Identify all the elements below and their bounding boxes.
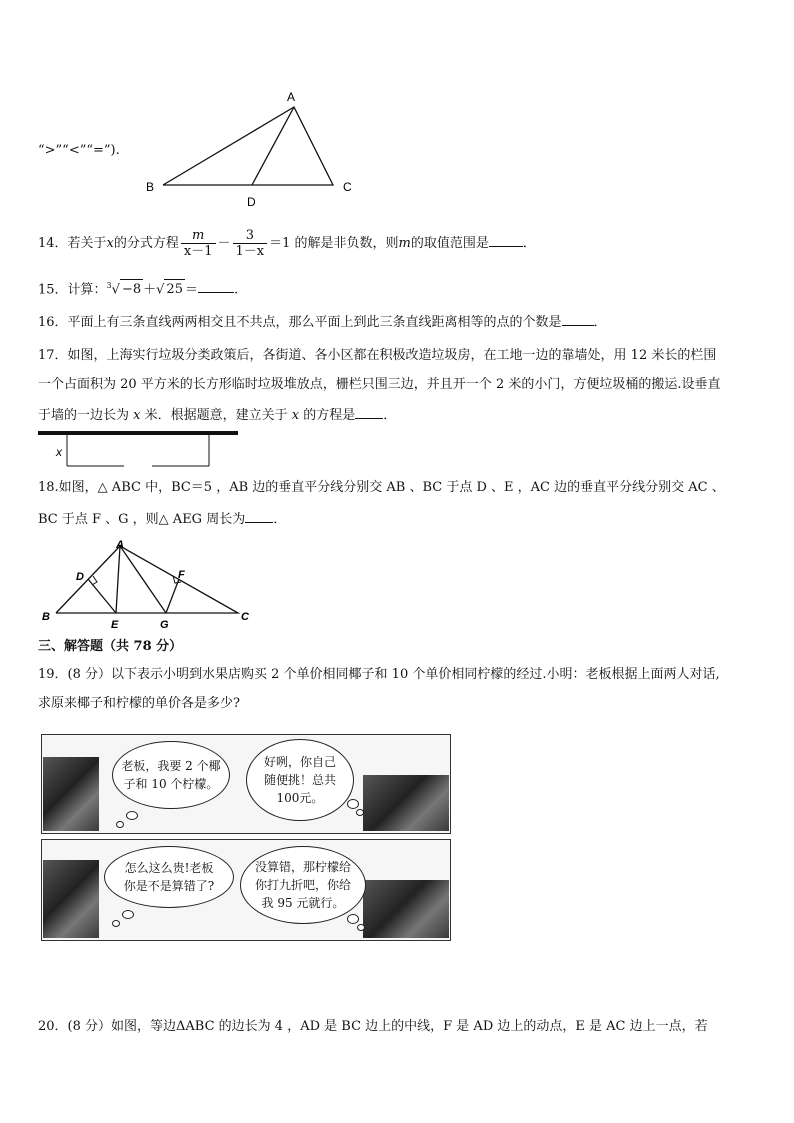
label-F: F — [178, 569, 185, 581]
label-G: G — [160, 619, 169, 628]
thought-dot — [122, 910, 134, 919]
answer-blank-17 — [355, 404, 383, 419]
label-A: A — [287, 90, 296, 104]
shopkeeper-photo — [363, 880, 449, 938]
question-19-line2: 求原来椰子和柠檬的单价各是多少? — [38, 696, 240, 711]
question-20: 20．(8 分）如图，等边ΔABC 的边长为 4 ，AD 是 BC 边上的中线，F 是 AD 边上的动点，E 是 AC 边上一点，若 — [38, 1019, 708, 1034]
question-15: 15．计算：$^3$√ −8 ＋√ 25 ＝ . — [38, 276, 238, 300]
section-title: 三、解答题（共 78 分） — [38, 639, 183, 654]
q18-triangle-figure — [38, 538, 258, 628]
girl-photo — [43, 860, 99, 938]
question-18-line1: 18.如图，△ ABC 中，BC＝5 ，AB 边的垂直平分线分别交 AB 、BC 于点 D 、E ，AC 边的垂直平分线分别交 AC 、 — [38, 480, 725, 495]
thought-dot — [356, 809, 364, 816]
q13-tail: “>”“<”“=”). — [38, 143, 120, 158]
fig-label-x: x — [56, 445, 62, 459]
label-A: A — [116, 539, 124, 551]
thought-dot — [347, 914, 359, 924]
label-E: E — [111, 619, 119, 628]
thought-dot — [112, 920, 120, 927]
question-19-line1: 19．(8 分）以下表示小明到水果店购买 2 个单价相同椰子和 10 个单价相同柠檬的经过.小明：老板根据上面两人对话, — [38, 667, 720, 682]
comic-panel-1 — [41, 734, 451, 834]
comic-panel-2 — [41, 839, 451, 941]
thought-dot — [357, 924, 365, 931]
answer-blank-16 — [562, 311, 594, 326]
label-C: C — [241, 611, 249, 623]
speech-bubble-1: 老板，我要 2 个椰 子和 10 个柠檬。 — [112, 741, 230, 809]
shopkeeper-photo — [363, 775, 449, 831]
thought-dot — [126, 811, 138, 820]
label-B: B — [42, 611, 50, 623]
label-D: D — [247, 195, 256, 209]
answer-blank-15 — [198, 278, 234, 293]
speech-bubble-2: 好咧，你自己 随便挑！总共 100元。 — [246, 739, 354, 821]
thought-dot — [116, 821, 124, 828]
label-B: B — [146, 180, 155, 194]
question-17-line2: 一个占面积为 20 平方米的长方形临时垃圾堆放点，栅栏只围三边，并且开一个 2 米的小门，方便垃圾桶的搬运.设垂直 — [38, 377, 721, 392]
q13-triangle-figure — [140, 86, 370, 211]
question-16: 16．平面上有三条直线两两相交且不共点，那么平面上到此三条直线距离相等的点的个数是 ． — [38, 311, 607, 333]
question-14: 14．若关于x的分式方程 $\frac{m}{x-1}$ － $\frac{3}{1-x}$ ＝1 的解是非负数，则m的取值范围是 ． — [38, 228, 536, 259]
q17-fence-figure — [36, 428, 246, 470]
label-D: D — [76, 571, 84, 583]
label-C: C — [343, 180, 352, 194]
question-17-line3: 于墙的一边长为 x 米．根据题意，建立关于 x 的方程是 ． — [38, 404, 396, 426]
thought-dot — [347, 799, 359, 809]
answer-blank-18 — [245, 508, 273, 523]
speech-bubble-3: 怎么这么贵!老板 你是不是算错了? — [104, 846, 234, 908]
answer-blank-14 — [489, 232, 523, 247]
question-17-line1: 17．如图，上海实行垃圾分类政策后，各街道、各小区都在积极改造垃圾房，在工地一边的靠墙处，用 12 米长的栏围 — [38, 348, 717, 363]
speech-bubble-4: 没算错，那柠檬给 你打九折吧，你给 我 95 元就行。 — [240, 846, 366, 924]
question-18-line2: BC 于点 F 、G ，则△ AEG 周长为 ． — [38, 508, 286, 530]
girl-photo — [43, 757, 99, 831]
